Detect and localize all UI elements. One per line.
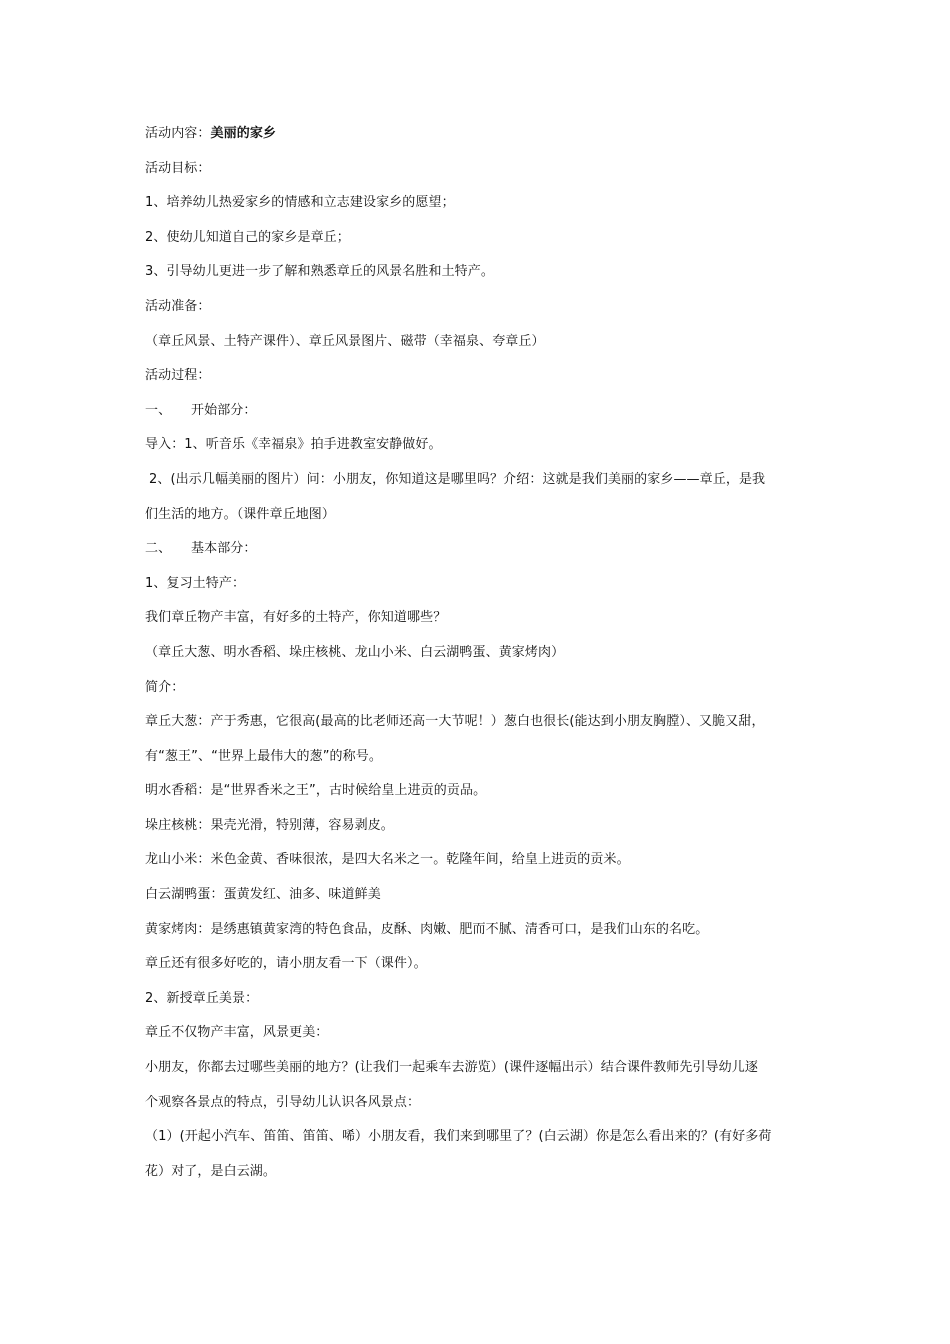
process-heading: 活动过程： (145, 368, 211, 384)
preparation-text: （章丘风景、土特产课件）、章丘风景图片、磁带（幸福泉、夸章丘） (145, 333, 545, 349)
scenery-step-1-cont: 花）对了，是白云湖。 (145, 1163, 277, 1179)
more-food-text: 章丘还有很多好吃的，请小朋友看一下（课件）。 (145, 956, 427, 972)
scallion-desc-cont: 有“葱王”、“世界上最伟大的葱”的称号。 (145, 748, 382, 764)
scenery-question: 小朋友，你都去过哪些美丽的地方？(让我们一起乘车去游览）(课件逐幅出示）结合课件教师先引导幼儿逐 (145, 1060, 758, 1076)
document-body (145, 124, 815, 1196)
goal-1: 1、培养幼儿热爱家乡的情感和立志建设家乡的愿望； (145, 195, 455, 211)
section-basic-title: 基本部分： (191, 541, 257, 557)
walnut-desc: 垛庄核桃：果壳光滑，特别薄，容易剥皮。 (145, 817, 394, 833)
summary-heading: 简介： (145, 679, 185, 695)
intro-step-2: 2、(出示几幅美丽的图片）问：小朋友，你知道这是哪里吗？介绍：这就是我们美丽的家乡——章丘，是我 (149, 471, 766, 487)
duck-egg-desc: 白云湖鸭蛋：蛋黄发红、油多、味道鲜美 (145, 887, 381, 903)
goal-2: 2、使幼儿知道自己的家乡是章丘； (145, 229, 350, 245)
review-heading: 1、复习土特产： (145, 575, 246, 591)
section-start-number: 一、 (145, 402, 172, 418)
goal-3: 3、引导幼儿更进一步了解和熟悉章丘的风景名胜和土特产。 (145, 264, 494, 280)
activity-content-label: 活动内容： (145, 126, 211, 141)
section-basic-number: 二、 (145, 541, 172, 557)
intro-step-2-cont: 们生活的地方。（课件章丘地图） (145, 506, 336, 522)
scenery-heading: 2、新授章丘美景： (145, 990, 259, 1006)
section-basic-heading (145, 539, 815, 559)
preparation-heading: 活动准备： (145, 298, 211, 314)
millet-desc: 龙山小米：米色金黄、香味很浓，是四大名米之一。乾隆年间，给皇上进贡的贡米。 (145, 852, 630, 868)
scallion-desc: 章丘大葱：产于秀惠，它很高(最高的比老师还高一大节呢！）葱白也很长(能达到小朋友胸膛）、又脆又甜， (145, 714, 765, 730)
scenery-question-cont: 个观察各景点的特点，引导幼儿认识各风景点： (145, 1094, 421, 1110)
section-start-title: 开始部分： (191, 402, 257, 418)
section-start-heading (145, 401, 815, 421)
rice-desc: 明水香稻：是“世界香米之王”，古时候给皇上进贡的贡品。 (145, 783, 487, 799)
roast-meat-desc: 黄家烤肉：是绣惠镇黄家湾的特色食品，皮酥、肉嫩、肥而不腻、清香可口，是我们山东的名吃。 (145, 921, 709, 937)
activity-content-line (145, 124, 815, 144)
review-question: 我们章丘物产丰富，有好多的土特产，你知道哪些？ (145, 610, 447, 626)
activity-title: 美丽的家乡 (210, 126, 277, 141)
intro-step-1: 导入：1、听音乐《幸福泉》拍手进教室安静做好。 (145, 437, 442, 453)
specialties-list: （章丘大葱、明水香稻、垛庄核桃、龙山小米、白云湖鸭蛋、黄家烤肉） (145, 644, 565, 660)
scenery-step-1: （1）(开起小汽车、笛笛、笛笛、唏）小朋友看，我们来到哪里了？(白云湖）你是怎么看出来的？(有好多荷 (145, 1129, 772, 1145)
goals-heading: 活动目标： (145, 160, 211, 176)
scenery-intro: 章丘不仅物产丰富，风景更美： (145, 1025, 329, 1041)
